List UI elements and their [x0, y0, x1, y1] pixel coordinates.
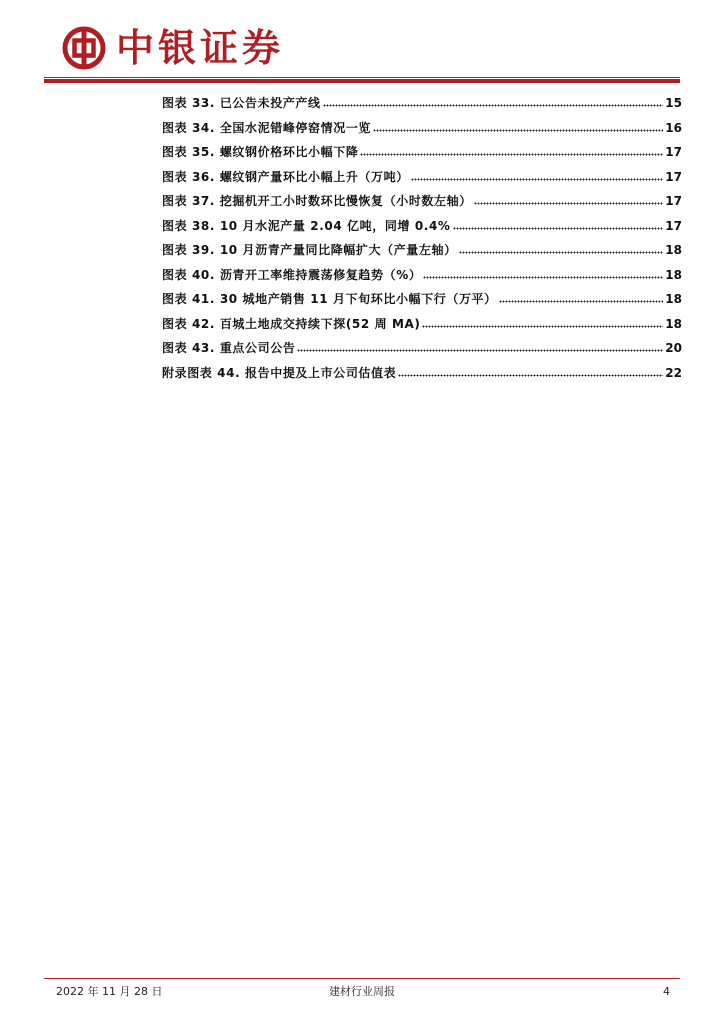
dot-leader — [474, 195, 663, 205]
toc-entry-page: 18 — [665, 316, 682, 331]
toc-entry-label: 图表 37. 挖掘机开工小时数环比慢恢复（小时数左轴） — [162, 194, 472, 208]
dot-leader — [459, 244, 664, 254]
toc-entry-label: 图表 34. 全国水泥错峰停窑情况一览 — [162, 120, 372, 135]
header-divider — [44, 77, 680, 78]
dot-leader — [411, 171, 663, 181]
brand-name: 中银证券 — [116, 25, 285, 70]
toc-entry-page: 17 — [665, 194, 682, 208]
dot-leader — [373, 122, 663, 132]
dot-leader — [423, 269, 663, 279]
toc-entry[interactable] — [162, 287, 682, 312]
toc-entry[interactable] — [162, 214, 682, 239]
dot-leader — [297, 342, 663, 352]
toc-entry[interactable] — [162, 336, 682, 361]
dot-leader — [398, 367, 663, 377]
toc-entry-page: 17 — [665, 145, 682, 159]
toc-entry[interactable] — [162, 238, 682, 263]
toc-entry-label: 图表 42. 百城土地成交持续下探(52 周 MA) — [162, 316, 421, 331]
toc-entry-label: 图表 41. 30 城地产销售 11 月下旬环比小幅下行（万平） — [162, 292, 497, 306]
toc-entry[interactable] — [162, 140, 682, 165]
figure-list — [162, 91, 682, 385]
toc-entry[interactable] — [162, 116, 682, 141]
bank-of-china-logo-icon — [62, 26, 106, 70]
toc-entry-page: 20 — [665, 341, 682, 355]
dot-leader — [422, 318, 663, 328]
toc-entry[interactable] — [162, 263, 682, 288]
toc-entry-page: 17 — [665, 218, 682, 233]
toc-entry-page: 18 — [665, 267, 682, 282]
toc-entry-label: 图表 38. 10 月水泥产量 2.04 亿吨，同增 0.4% — [162, 218, 451, 233]
toc-entry[interactable] — [162, 312, 682, 337]
toc-entry-label: 附录图表 44. 报告中提及上市公司估值表 — [162, 365, 397, 380]
page-footer — [44, 984, 680, 1000]
toc-entry[interactable] — [162, 165, 682, 190]
page-header — [0, 0, 724, 88]
dot-leader — [360, 146, 663, 156]
toc-entry[interactable] — [162, 189, 682, 214]
dot-leader — [453, 220, 664, 230]
page-number: 4 — [663, 985, 670, 998]
header-divider-thick — [44, 79, 680, 83]
dot-leader — [323, 97, 664, 107]
toc-entry-page: 16 — [665, 120, 682, 135]
footer-divider — [44, 978, 680, 979]
toc-entry-label: 图表 39. 10 月沥青产量同比降幅扩大（产量左轴） — [162, 243, 457, 257]
toc-entry-label: 图表 40. 沥青开工率维持震荡修复趋势（%） — [162, 267, 422, 282]
dot-leader — [499, 293, 664, 303]
toc-entry-page: 17 — [665, 169, 682, 184]
toc-entry-page: 22 — [665, 365, 682, 380]
report-date: 2022 年 11 月 28 日 — [56, 985, 163, 998]
toc-entry-page: 18 — [665, 292, 682, 306]
report-title: 建材行业周报 — [329, 985, 395, 998]
toc-entry-page: 15 — [665, 96, 682, 110]
toc-entry-label: 图表 35. 螺纹钢价格环比小幅下降 — [162, 145, 359, 159]
toc-entry-page: 18 — [665, 243, 682, 257]
toc-entry[interactable] — [162, 361, 682, 386]
toc-entry-label: 图表 43. 重点公司公告 — [162, 341, 296, 355]
toc-entry-label: 图表 36. 螺纹钢产量环比小幅上升（万吨） — [162, 169, 409, 184]
toc-entry[interactable] — [162, 91, 682, 116]
toc-entry-label: 图表 33. 已公告未投产产线 — [162, 96, 321, 110]
